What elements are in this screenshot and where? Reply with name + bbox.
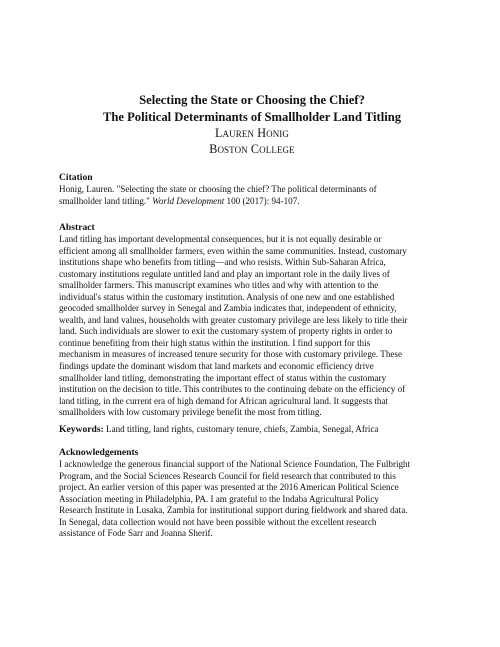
title-block bbox=[59, 92, 445, 157]
citation-section bbox=[59, 172, 445, 207]
abstract-line: efficient among all smallholder farmers, even within the same communities. Instead, customary bbox=[59, 245, 407, 256]
abstract-heading: Abstract bbox=[59, 222, 95, 233]
abstract-line: institutions shape who benefits from titling—and who resists. Within Sub-Saharan Africa, bbox=[59, 257, 386, 268]
keywords-text: Land titling, land rights, customary tenure, chiefs, Zambia, Senegal, Africa bbox=[103, 424, 379, 434]
citation-line-1: Honig, Lauren. "Selecting the state or choosing the chief? The political determinants of bbox=[59, 184, 377, 194]
paper-title-line-2: The Political Determinants of Smallholder Land Titling bbox=[102, 109, 402, 124]
author-affiliation: Boston College bbox=[209, 142, 295, 156]
abstract-line: individual's status within the customary institution. Analysis of one new and one established bbox=[59, 291, 395, 302]
citation-heading: Citation bbox=[59, 172, 93, 183]
abstract-line: Land titling has important developmental consequences, but it is not equally desirable or bbox=[59, 234, 382, 244]
abstract-line: wealth, and land values, households with greater customary privilege are less likely to title their bbox=[59, 314, 408, 325]
acknowledgements-line: Program, and the Social Sciences Research Council for field research that contributed to this bbox=[59, 470, 396, 481]
abstract-section bbox=[59, 222, 445, 419]
acknowledgements-section bbox=[59, 447, 445, 540]
paper-title-line-1: Selecting the State or Choosing the Chief? bbox=[139, 93, 365, 107]
acknowledgements-heading: Acknowledgements bbox=[59, 447, 139, 458]
abstract-line: land. Such individuals are slower to exit the customary system of property rights in order to bbox=[59, 326, 393, 337]
abstract-line: land titling, in the current era of high demand for African agricultural land. It suggests that bbox=[59, 395, 389, 406]
abstract-line: smallholder farmers. This manuscript examines who titles and why with attention to the bbox=[59, 280, 379, 291]
abstract-line: smallholders with low customary privilege benefit the most from titling. bbox=[59, 407, 322, 418]
keywords-label: Keywords: bbox=[59, 424, 104, 435]
abstract-line: institution on the decision to title. This contributes to the continuing debate on the efficiency of bbox=[59, 384, 406, 395]
author-name: Lauren Honig bbox=[215, 126, 289, 140]
acknowledgements-line: In Senegal, data collection would not have been possible without the excellent research bbox=[59, 516, 377, 527]
abstract-line: customary institutions regulate untitled land and play an important role in the daily lives of bbox=[59, 268, 390, 279]
citation-details: 100 (2017): 94-107. bbox=[224, 195, 300, 206]
abstract-line: continue benefiting from their high status within the institution. I find support for this bbox=[59, 337, 371, 348]
keywords-section bbox=[59, 423, 445, 436]
citation-journal: World Development bbox=[152, 195, 225, 206]
acknowledgements-line: assistance of Fode Sarr and Joanna Sherif. bbox=[59, 528, 213, 539]
abstract-line: geocoded smallholder survey in Senegal and Zambia indicates that, independent of ethnicity, bbox=[59, 303, 397, 314]
abstract-line: smallholder land titling, demonstrating the important effect of status within the customary bbox=[59, 372, 387, 383]
abstract-line: mechanism in measures of increased tenure security for those with customary privilege. These bbox=[59, 349, 403, 360]
citation-line-2 bbox=[59, 196, 445, 208]
citation-line-2-text: smallholder land titling." bbox=[59, 195, 153, 206]
acknowledgements-line: Association meeting in Philadelphia, PA. I am grateful to the Indaba Agricultural Policy bbox=[59, 493, 379, 504]
acknowledgements-line: I acknowledge the generous financial support of the National Science Foundation, The Fulbright bbox=[59, 459, 411, 469]
acknowledgements-line: Research Institute in Lusaka, Zambia for institutional support during fieldwork and shared data. bbox=[59, 505, 408, 516]
acknowledgements-line: project. An earlier version of this paper was presented at the 2016 American Political Science bbox=[59, 482, 399, 493]
abstract-line: findings update the dominant wisdom that land markets and economic efficiency drive bbox=[59, 361, 374, 372]
